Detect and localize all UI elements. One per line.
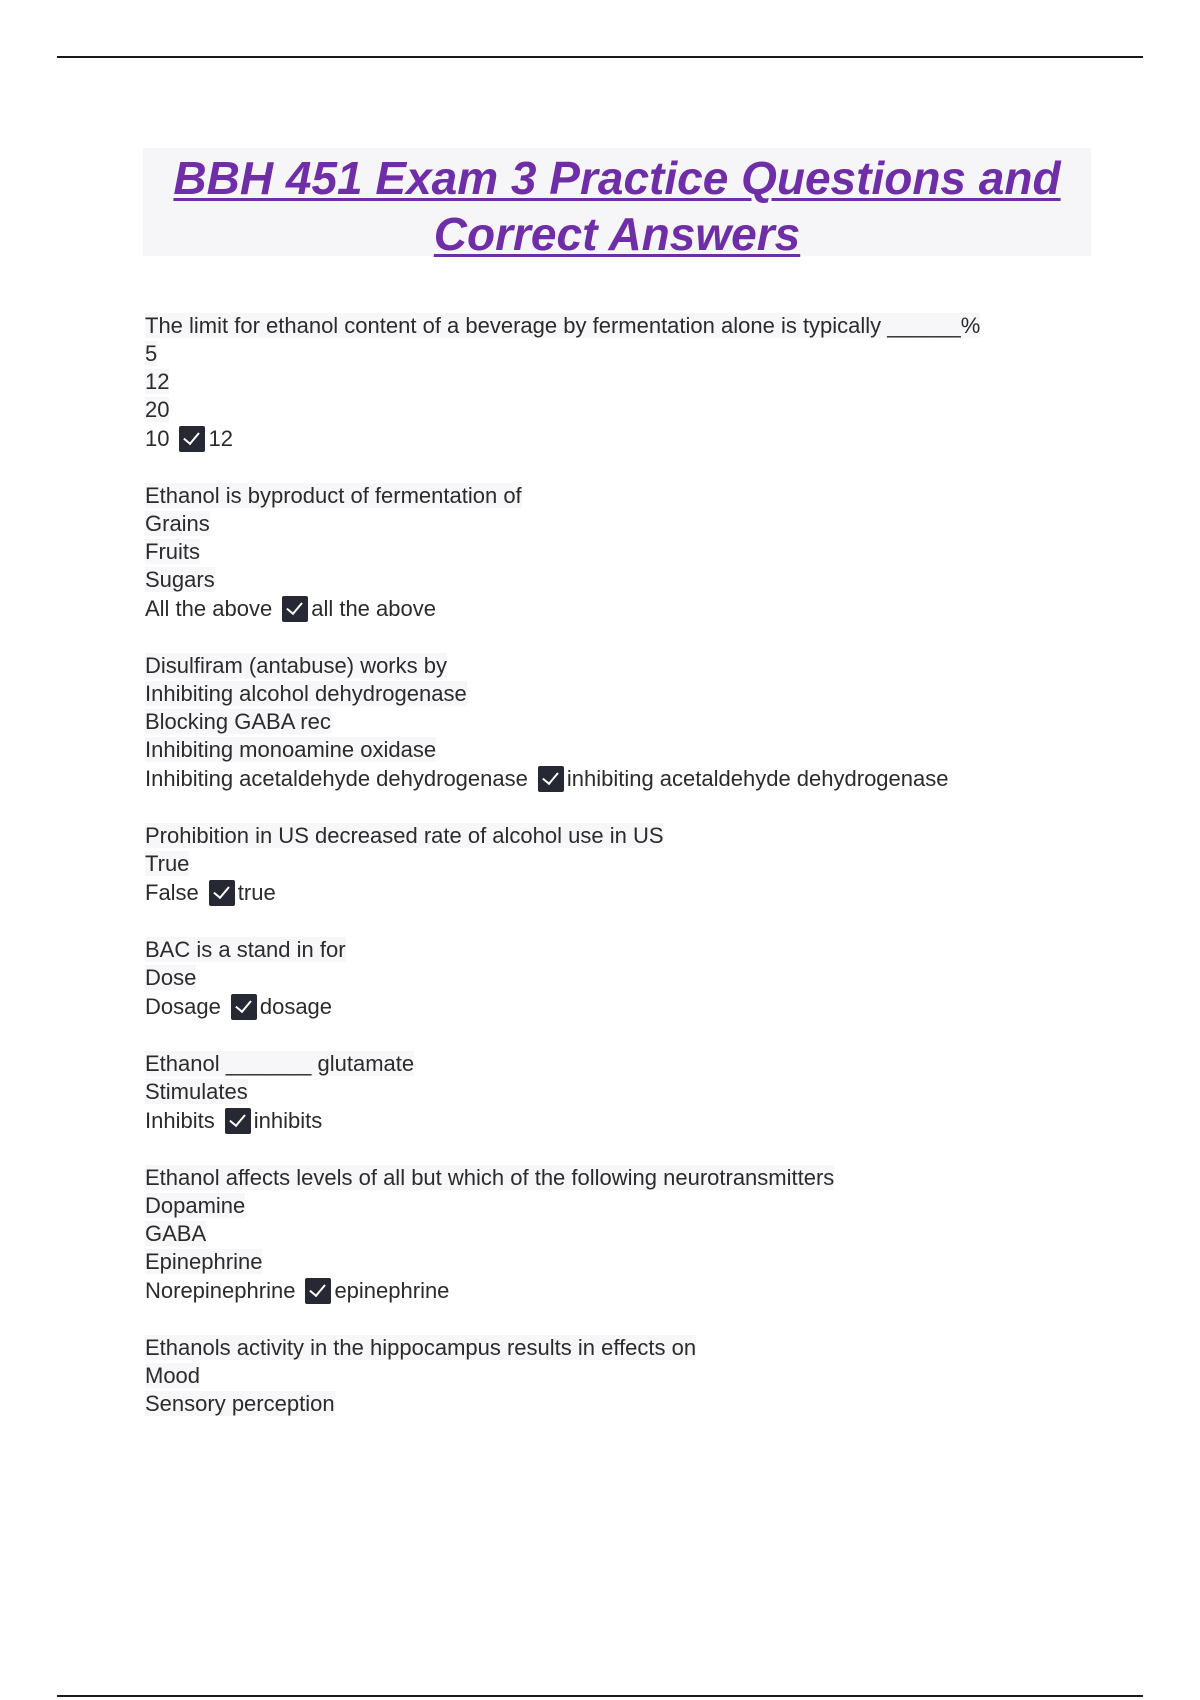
answer-option xyxy=(145,708,1105,736)
question-prompt xyxy=(145,1334,1105,1362)
answer-option-text: Fruits xyxy=(145,539,200,564)
question-prompt xyxy=(145,822,1105,850)
answer-option-text: 5 xyxy=(145,341,158,366)
answer-option xyxy=(145,1390,1105,1418)
title-block xyxy=(143,148,1091,260)
question-block xyxy=(145,936,1105,1022)
answer-option-text: 20 xyxy=(145,397,170,422)
answer-option-text: Mood xyxy=(145,1363,201,1388)
correct-answer: all the above xyxy=(311,596,436,621)
checkmark-icon xyxy=(231,994,257,1020)
correct-answer: epinephrine xyxy=(334,1278,450,1303)
correct-answer: inhibits xyxy=(253,1108,323,1133)
answer-option xyxy=(145,878,1105,908)
answer-option xyxy=(145,850,1105,878)
answer-option xyxy=(145,396,1105,424)
answer-option xyxy=(145,566,1105,594)
answer-option-text: False xyxy=(145,880,199,905)
answer-option xyxy=(145,764,1105,794)
answer-option-text: Stimulates xyxy=(145,1079,248,1104)
answer-option-text: Dopamine xyxy=(145,1193,246,1218)
question-prompt-text: Ethanols activity in the hippocampus results in effects on xyxy=(145,1335,697,1360)
answer-option-text: Sugars xyxy=(145,567,215,592)
answer-option-text: Inhibits xyxy=(145,1108,215,1133)
answer-option-text: 10 xyxy=(145,426,170,451)
answer-option xyxy=(145,1248,1105,1276)
question-prompt-text: BAC is a stand in for xyxy=(145,937,346,962)
question-prompt xyxy=(145,1164,1105,1192)
answer-option-text: Grains xyxy=(145,511,210,536)
page-title: BBH 451 Exam 3 Practice Questions and Correct Answers xyxy=(173,152,1061,260)
question-block xyxy=(145,822,1105,908)
question-block xyxy=(145,1164,1105,1306)
answer-option xyxy=(145,1106,1105,1136)
answer-option-text: Blocking GABA rec xyxy=(145,709,331,734)
correct-answer: dosage xyxy=(259,994,333,1019)
answer-option-text: Inhibiting alcohol dehydrogenase xyxy=(145,681,467,706)
checkmark-icon xyxy=(538,766,564,792)
question-block xyxy=(145,652,1105,794)
answer-option xyxy=(145,368,1105,396)
checkmark-icon xyxy=(225,1108,251,1134)
question-block xyxy=(145,1334,1105,1418)
answer-option xyxy=(145,1192,1105,1220)
correct-answer: true xyxy=(237,880,276,905)
question-prompt-text: Ethanol affects levels of all but which of the following neurotransmitters xyxy=(145,1165,835,1190)
question-prompt xyxy=(145,482,1105,510)
question-prompt xyxy=(145,312,1105,340)
question-prompt xyxy=(145,652,1105,680)
answer-option xyxy=(145,1362,1105,1390)
answer-option-text: GABA xyxy=(145,1221,207,1246)
correct-answer: inhibiting acetaldehyde dehydrogenase xyxy=(566,766,949,791)
answer-option-text: Epinephrine xyxy=(145,1249,263,1274)
answer-option xyxy=(145,964,1105,992)
checkmark-icon xyxy=(282,596,308,622)
answer-option xyxy=(145,538,1105,566)
question-block xyxy=(145,312,1105,454)
answer-option xyxy=(145,594,1105,624)
question-prompt-text: Disulfiram (antabuse) works by xyxy=(145,653,447,678)
question-block xyxy=(145,482,1105,624)
correct-answer: 12 xyxy=(208,426,233,451)
question-prompt-text: The limit for ethanol content of a beverage by fermentation alone is typically ______% xyxy=(145,313,981,338)
checkmark-icon xyxy=(179,426,205,452)
question-prompt-text: Ethanol is byproduct of fermentation of xyxy=(145,483,522,508)
answer-option xyxy=(145,1276,1105,1306)
answer-option-text: Dose xyxy=(145,965,197,990)
bottom-rule xyxy=(57,1695,1143,1697)
answer-option-text: All the above xyxy=(145,596,273,621)
answer-option xyxy=(145,424,1105,454)
question-list xyxy=(145,312,1105,1446)
answer-option-text: Inhibiting monoamine oxidase xyxy=(145,737,437,762)
question-prompt xyxy=(145,936,1105,964)
answer-option-text: Dosage xyxy=(145,994,221,1019)
top-rule xyxy=(57,56,1143,58)
answer-option-text: 12 xyxy=(145,369,170,394)
answer-option-text: True xyxy=(145,851,190,876)
answer-option-text: Norepinephrine xyxy=(145,1278,296,1303)
answer-option xyxy=(145,736,1105,764)
question-prompt xyxy=(145,1050,1105,1078)
answer-option xyxy=(145,680,1105,708)
question-block xyxy=(145,1050,1105,1136)
question-prompt-text: Prohibition in US decreased rate of alcohol use in US xyxy=(145,823,664,848)
answer-option xyxy=(145,510,1105,538)
answer-option xyxy=(145,1220,1105,1248)
answer-option xyxy=(145,1078,1105,1106)
checkmark-icon xyxy=(209,880,235,906)
question-prompt-text: Ethanol _______ glutamate xyxy=(145,1051,415,1076)
answer-option xyxy=(145,992,1105,1022)
answer-option-text: Sensory perception xyxy=(145,1391,335,1416)
checkmark-icon xyxy=(305,1278,331,1304)
answer-option xyxy=(145,340,1105,368)
answer-option-text: Inhibiting acetaldehyde dehydrogenase xyxy=(145,766,528,791)
